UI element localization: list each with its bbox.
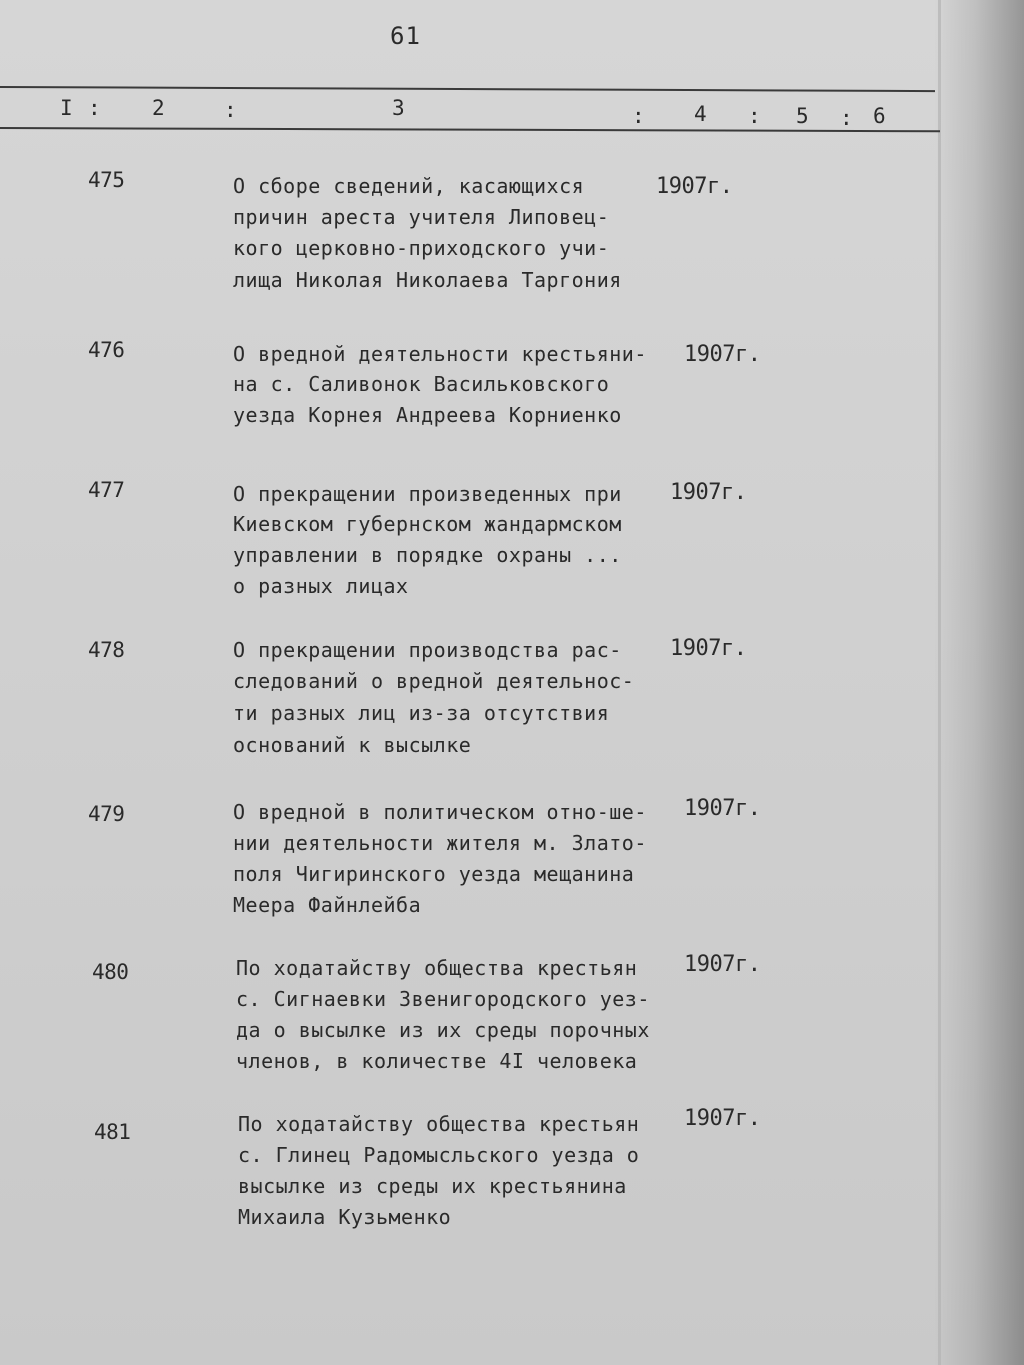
record-number: 478 (88, 638, 125, 662)
record-year: 1907г. (684, 342, 761, 367)
page-edge (938, 0, 941, 1365)
record-title-line: причин ареста учителя Липовец- (233, 205, 610, 229)
record-year: 1907г. (684, 796, 761, 821)
record-title-line: уезда Корнея Андреева Корниенко (233, 403, 622, 427)
column-header-3: 3 (392, 96, 405, 120)
record-number: 480 (92, 960, 129, 984)
record-year: 1907г. (670, 636, 747, 661)
column-separator: : (748, 104, 761, 128)
page-number: 61 (390, 22, 421, 50)
record-title-line: ти разных лиц из-за отсутствия (233, 701, 610, 725)
record-title-line: членов, в количестве 4I человека (236, 1049, 638, 1073)
record-title-line: следований о вредной деятельнос- (233, 669, 635, 693)
record-title-line: Михаила Кузьменко (238, 1205, 452, 1229)
record-title-line: поля Чигиринского уезда мещанина (233, 862, 635, 886)
record-title-line: оснований к высылке (233, 733, 472, 757)
column-separator: : (840, 106, 853, 130)
record-title-line: с. Сигнаевки Звенигородского уез- (236, 987, 650, 1011)
record-title-line: О вредной деятельности крестьяни- (233, 342, 647, 366)
record-number: 481 (94, 1120, 131, 1144)
record-title-line: да о высылке из их среды порочных (236, 1018, 650, 1042)
record-year: 1907г. (670, 480, 747, 505)
column-separator: : (88, 96, 101, 120)
record-number: 477 (88, 478, 125, 502)
record-year: 1907г. (656, 174, 733, 199)
record-number: 476 (88, 338, 125, 362)
record-title-line: лища Николая Николаева Таргония (233, 268, 622, 292)
record-title-line: высылке из среды их крестьянина (238, 1174, 627, 1198)
column-header-4: 4 (694, 102, 707, 126)
record-title-line: По ходатайству общества крестьян (236, 956, 638, 980)
record-title-line: О прекращении производства рас- (233, 638, 622, 662)
record-title-line: О вредной в политическом отно-ше- (233, 800, 647, 824)
page-shadow (934, 0, 1024, 1365)
record-title-line: Меера Файнлейба (233, 893, 422, 917)
column-header-2: 2 (152, 96, 165, 120)
column-header-5: 5 (796, 104, 809, 128)
record-title-line: Киевском губернском жандармском (233, 512, 622, 536)
column-separator: : (632, 104, 645, 128)
record-title-line: кого церковно-приходского учи- (233, 236, 610, 260)
record-title-line: нии деятельности жителя м. Злато- (233, 831, 647, 855)
column-header-6: 6 (873, 104, 886, 128)
column-header-1: I (60, 96, 73, 120)
record-year: 1907г. (684, 952, 761, 977)
record-title-line: управлении в порядке охраны ... (233, 543, 622, 567)
record-title-line: О сборе сведений, касающихся (233, 174, 585, 198)
record-number: 479 (88, 802, 125, 826)
record-title-line: о разных лицах (233, 574, 409, 598)
record-title-line: По ходатайству общества крестьян (238, 1112, 640, 1136)
record-year: 1907г. (684, 1106, 761, 1131)
record-title-line: О прекращении произведенных при (233, 482, 622, 506)
column-separator: : (224, 98, 237, 122)
record-title-line: с. Глинец Радомысльского уезда о (238, 1143, 640, 1167)
header-rule-top (0, 86, 935, 92)
record-number: 475 (88, 168, 125, 192)
record-title-line: на с. Саливонок Васильковского (233, 372, 610, 396)
